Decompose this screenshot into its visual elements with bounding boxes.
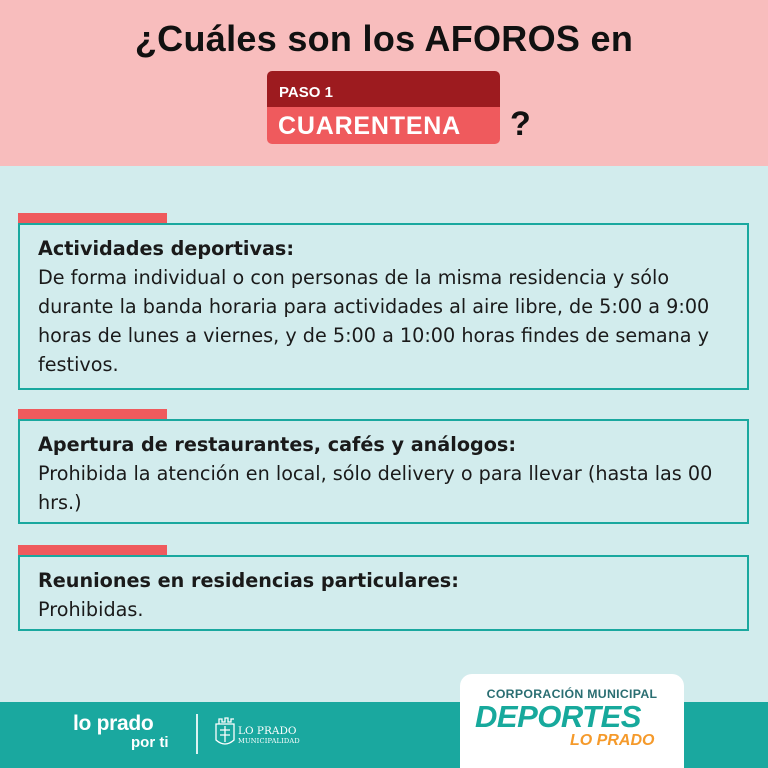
municipality-logo (238, 726, 300, 745)
card-heading: Reuniones en residencias particulares: (38, 569, 459, 592)
info-card-gatherings (18, 555, 749, 631)
question-mark: ? (510, 105, 531, 143)
phase-step-label: PASO 1 (267, 71, 500, 107)
lo-prado-logo (73, 713, 169, 751)
card-text: De forma individual o con personas de la misma residencia y sólo durante la banda horaria para actividades al aire libre, de 5:00 a 9:00 horas de lunes a viernes, y de 5:00 a 10:00 horas findes de semana y festivos. (38, 266, 710, 376)
deportes-logo-card (460, 674, 684, 768)
card-text: Prohibidas. (38, 598, 144, 621)
card-heading: Apertura de restaurantes, cafés y análogos: (38, 433, 517, 456)
phase-badge (267, 71, 500, 144)
municipality-name: LO PRADO (238, 725, 297, 737)
lo-prado-wordmark: LO PRADO (570, 732, 655, 749)
lo-prado-logo-line2: por ti (131, 734, 169, 751)
footer-divider (196, 714, 198, 754)
info-card-restaurants (18, 419, 749, 524)
lo-prado-logo-line1: lo prado (73, 712, 154, 735)
municipality-subtitle: MUNICIPALIDAD (238, 737, 300, 745)
phase-name-label: CUARENTENA (267, 107, 500, 144)
page-title: ¿Cuáles son los AFOROS en (134, 18, 634, 59)
card-text: Prohibida la atención en local, sólo delivery o para llevar (hasta las 00 hrs.) (38, 462, 713, 514)
corp-label: CORPORACIÓN MUNICIPAL (486, 687, 658, 701)
deportes-wordmark: DEPORTES (475, 699, 641, 734)
info-card-sports (18, 223, 749, 390)
card-heading: Actividades deportivas: (38, 237, 295, 260)
